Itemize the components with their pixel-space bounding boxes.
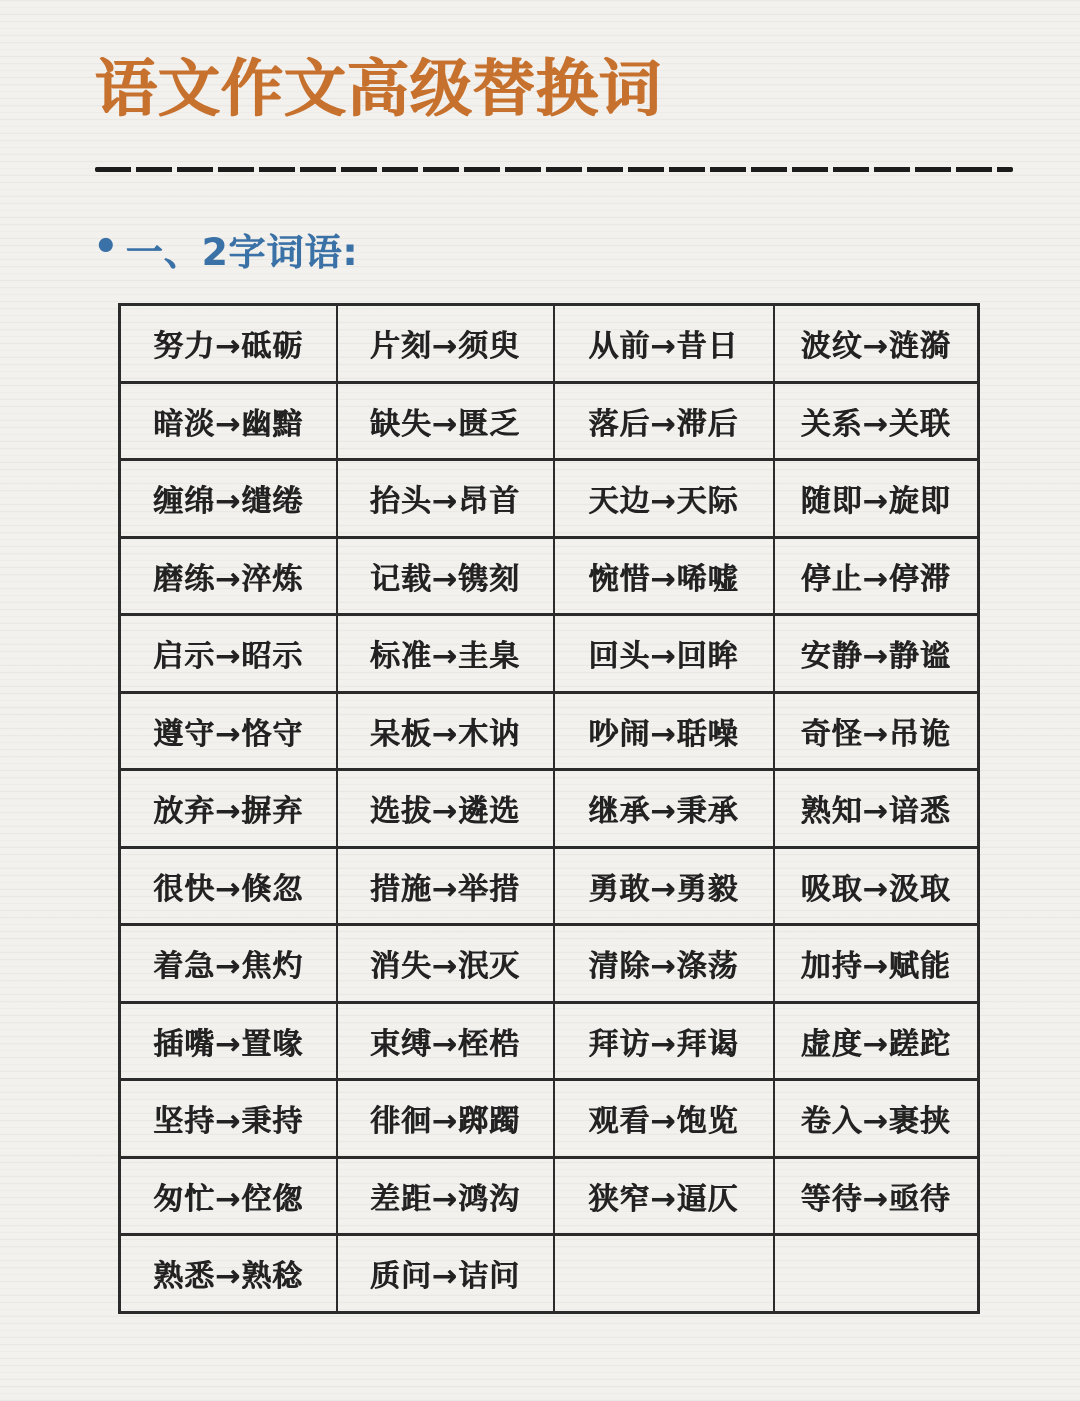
word-pair-cell: 质问→诘问 — [337, 1235, 554, 1313]
table-row — [120, 692, 979, 770]
word-pair-cell: 抬头→昂首 — [337, 460, 554, 538]
page-title: 语文作文高级替换词 — [95, 52, 663, 125]
table-row — [120, 460, 979, 538]
word-pair-cell: 坚持→秉持 — [120, 1080, 337, 1158]
word-pair-cell — [774, 1235, 979, 1313]
section-header — [93, 222, 1080, 276]
replacement-word-table — [118, 303, 980, 1314]
word-pair-cell: 停止→停滞 — [774, 537, 979, 615]
table-row — [120, 1002, 979, 1080]
word-pair-cell: 落后→滞后 — [554, 382, 774, 460]
word-pair-cell: 惋惜→唏嘘 — [554, 537, 774, 615]
table-row — [120, 537, 979, 615]
table-row — [120, 1157, 979, 1235]
word-pair-cell: 消失→泯灭 — [337, 925, 554, 1003]
word-pair-cell: 措施→举措 — [337, 847, 554, 925]
word-pair-cell: 天边→天际 — [554, 460, 774, 538]
table-row — [120, 925, 979, 1003]
word-pair-cell: 继承→秉承 — [554, 770, 774, 848]
word-pair-cell: 勇敢→勇毅 — [554, 847, 774, 925]
section-label: 一、2字词语: — [125, 231, 359, 275]
word-pair-cell: 徘徊→踯躅 — [337, 1080, 554, 1158]
word-pair-cell: 匆忙→倥偬 — [120, 1157, 337, 1235]
page — [0, 52, 1080, 1314]
word-pair-cell: 吵闹→聒噪 — [554, 692, 774, 770]
word-pair-cell: 缠绵→缱绻 — [120, 460, 337, 538]
word-pair-cell: 回头→回眸 — [554, 615, 774, 693]
word-pair-cell: 熟知→谙悉 — [774, 770, 979, 848]
word-pair-cell: 卷入→裹挟 — [774, 1080, 979, 1158]
word-pair-cell: 选拔→遴选 — [337, 770, 554, 848]
word-pair-cell: 狭窄→逼仄 — [554, 1157, 774, 1235]
word-pair-cell: 关系→关联 — [774, 382, 979, 460]
word-pair-cell: 随即→旋即 — [774, 460, 979, 538]
table-row — [120, 770, 979, 848]
table-row — [120, 382, 979, 460]
word-pair-cell: 拜访→拜谒 — [554, 1002, 774, 1080]
word-pair-cell: 磨练→淬炼 — [120, 537, 337, 615]
word-pair-cell: 吸取→汲取 — [774, 847, 979, 925]
word-pair-cell: 从前→昔日 — [554, 305, 774, 383]
table-row — [120, 305, 979, 383]
title-underline — [95, 167, 1013, 172]
word-pair-cell: 波纹→涟漪 — [774, 305, 979, 383]
word-pair-cell: 加持→赋能 — [774, 925, 979, 1003]
bullet-icon: • — [93, 224, 120, 271]
table-row — [120, 847, 979, 925]
word-pair-cell: 片刻→须臾 — [337, 305, 554, 383]
word-pair-cell: 差距→鸿沟 — [337, 1157, 554, 1235]
word-pair-cell — [554, 1235, 774, 1313]
word-pair-cell: 奇怪→吊诡 — [774, 692, 979, 770]
word-pair-cell: 暗淡→幽黯 — [120, 382, 337, 460]
word-pair-cell: 熟悉→熟稔 — [120, 1235, 337, 1313]
word-pair-cell: 束缚→桎梏 — [337, 1002, 554, 1080]
word-pair-cell: 努力→砥砺 — [120, 305, 337, 383]
word-pair-cell: 缺失→匮乏 — [337, 382, 554, 460]
word-pair-cell: 插嘴→置喙 — [120, 1002, 337, 1080]
word-pair-cell: 安静→静谧 — [774, 615, 979, 693]
table-row — [120, 1080, 979, 1158]
word-pair-cell: 启示→昭示 — [120, 615, 337, 693]
word-pair-cell: 观看→饱览 — [554, 1080, 774, 1158]
word-pair-cell: 等待→亟待 — [774, 1157, 979, 1235]
table-row — [120, 1235, 979, 1313]
word-pair-cell: 放弃→摒弃 — [120, 770, 337, 848]
word-pair-cell: 清除→涤荡 — [554, 925, 774, 1003]
word-pair-cell: 着急→焦灼 — [120, 925, 337, 1003]
word-pair-cell: 虚度→蹉跎 — [774, 1002, 979, 1080]
word-pair-cell: 很快→倏忽 — [120, 847, 337, 925]
table-row — [120, 615, 979, 693]
word-pair-cell: 记载→镌刻 — [337, 537, 554, 615]
word-pair-cell: 标准→圭臬 — [337, 615, 554, 693]
word-pair-cell: 遵守→恪守 — [120, 692, 337, 770]
word-pair-cell: 呆板→木讷 — [337, 692, 554, 770]
